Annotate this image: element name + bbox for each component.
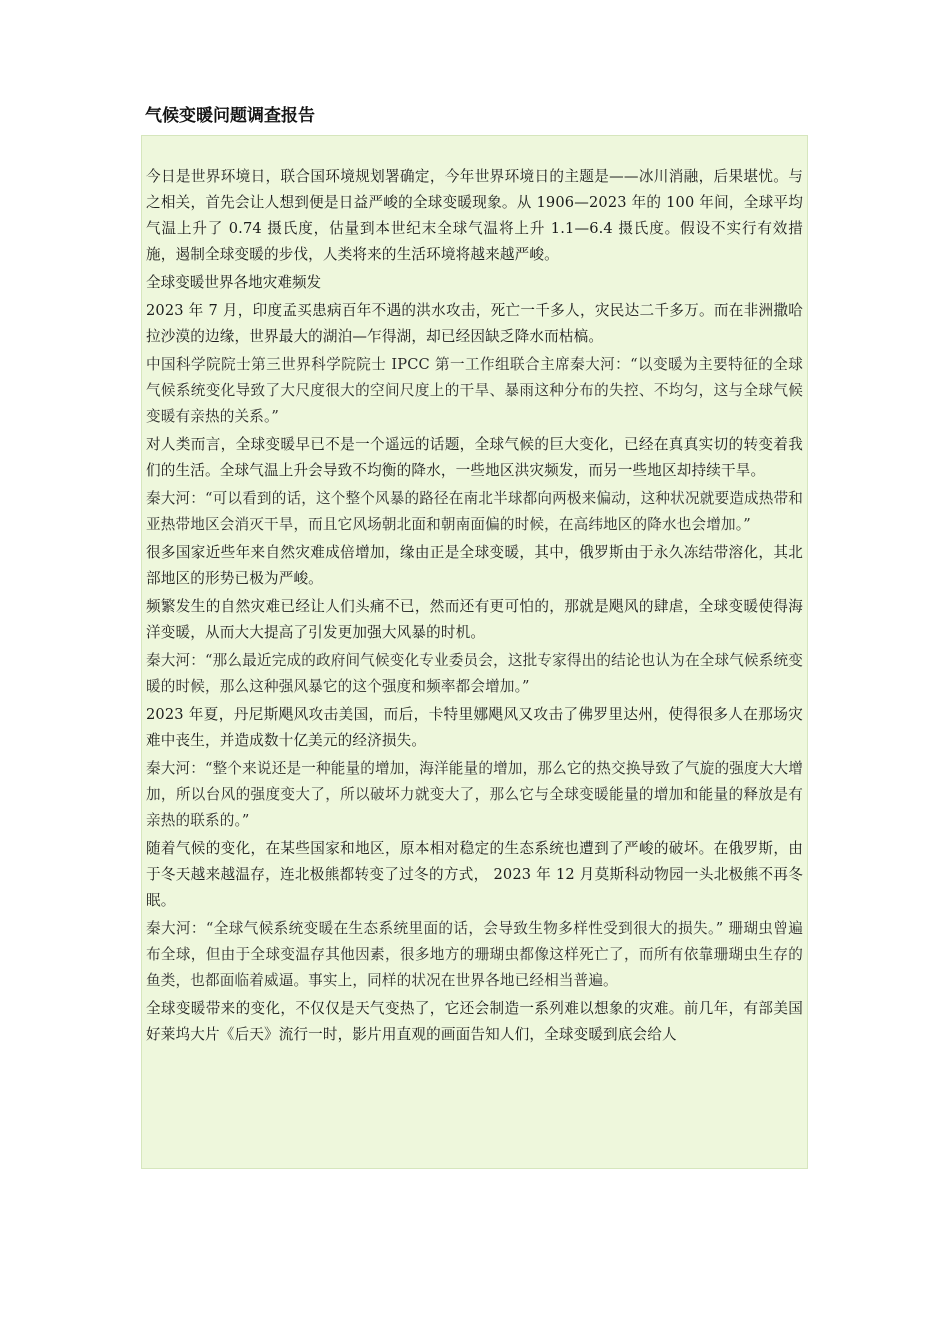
section-heading: 全球变暖世界各地灾难频发	[146, 274, 322, 291]
paragraph-qin-quote-4: 秦大河：“整个来说还是一种能量的增加，海洋能量的增加，那么它的热交换导致了气旋的强度大大增加，所以台风的强度变大了，所以破坏力就变大了，那么它与全球变暖能量的增加和能量的释放是有亲热的联系的。”	[146, 760, 803, 829]
paragraph-qin-quote-3: 秦大河：“那么最近完成的政府间气候变化专业委员会，这批专家得出的结论也认为在全球气候系统变暖的时候，那么这种强风暴它的这个强度和频率都会增加。”	[146, 652, 803, 695]
paragraph-qin-quote-5: 秦大河：“全球气候系统变暖在生态系统里面的话，会导致生物多样性受到很大的损失。” 珊瑚虫曾遍布全球，但由于全球变温存其他因素，很多地方的珊瑚虫都像这样死亡了，而所有依靠珊瑚虫生存的鱼类，也都面临着威逼。事实上，同样的状况在世界各地已经相当普遍。	[146, 920, 803, 989]
report-content-box	[141, 135, 808, 1169]
paragraph-india-flood: 2023 年 7 月，印度孟买患病百年不遇的洪水攻击，死亡一千多人，灾民达二千多万。而在非洲撒哈拉沙漠的边缘，世界最大的湖泊—乍得湖，却已经因缺乏降水而枯槁。	[146, 302, 803, 345]
paragraph-human-impact: 对人类而言，全球变暖早已不是一个遥远的话题，全球气候的巨大变化，已经在真真实切的转变着我们的生活。全球气温上升会导致不均衡的降水，一些地区洪灾频发，而另一些地区却持续干旱。	[146, 436, 803, 479]
paragraph-us-hurricanes: 2023 年夏，丹尼斯飓风攻击美国，而后，卡特里娜飓风又攻击了佛罗里达州，使得很多人在那场灾难中丧生，并造成数十亿美元的经济损失。	[146, 706, 803, 749]
paragraph-ecosystems: 随着气候的变化，在某些国家和地区，原本相对稳定的生态系统也遭到了严峻的破坏。在俄罗斯，由于冬天越来越温存，连北极熊都转变了过冬的方式， 2023 年 12 月莫斯科动物园一头北极熊不再冬眠。	[146, 840, 803, 909]
paragraph-hurricanes: 频繁发生的自然灾难已经让人们头痛不已，然而还有更可怕的，那就是飓风的肆虐，全球变暖使得海洋变暖，从而大大提高了引发更加强大风暴的时机。	[146, 598, 803, 641]
document-title: 气候变暖问题调查报告	[145, 106, 315, 126]
paragraph-qin-quote-1: 中国科学院院士第三世界科学院院士 IPCC 第一工作组联合主席秦大河：“以变暖为主要特征的全球气候系统变化导致了大尺度很大的空间尺度上的干旱、暴雨这种分布的失控、不均匀，这与全球气候变暖有亲热的关系。”	[146, 356, 803, 425]
paragraph-day-after-tomorrow: 全球变暖带来的变化，不仅仅是天气变热了，它还会制造一系列难以想象的灾难。前几年，有部美国好莱坞大片《后天》流行一时，影片用直观的画面告知人们，全球变暖到底会给人	[146, 1000, 803, 1043]
paragraph-disasters-increase: 很多国家近些年来自然灾难成倍增加，缘由正是全球变暖，其中，俄罗斯由于永久冻结带溶化，其北部地区的形势已极为严峻。	[146, 544, 803, 587]
paragraph-intro: 今日是世界环境日，联合国环境规划署确定，今年世界环境日的主题是——冰川消融，后果堪忧。与之相关，首先会让人想到便是日益严峻的全球变暖现象。从 1906—2023 年的 100 年间，全球平均气温上升了 0.74 摄氏度，估量到本世纪末全球气温将上升 1.1—6.4 摄氏度。假设不实行有效措施，遏制全球变暖的步伐，人类将来的生活环境将越来越严峻。	[146, 168, 803, 263]
paragraph-qin-quote-2: 秦大河：“可以看到的话，这个整个风暴的路径在南北半球都向两极来偏动，这种状况就要造成热带和亚热带地区会消灭干旱，而且它风场朝北面和朝南面偏的时候，在高纬地区的降水也会增加。”	[146, 490, 803, 533]
